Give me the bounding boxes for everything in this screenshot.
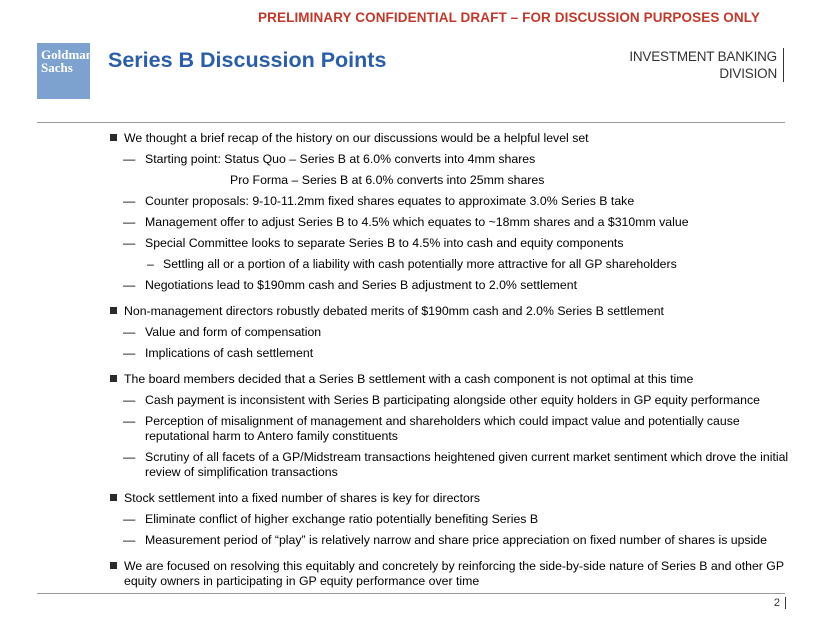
sub-bullet-text: Scrutiny of all facets of a GP/Midstream transactions heightened given current market sentiment which drove the initial review of simplification transactions — [145, 450, 789, 479]
bullet-item — [110, 372, 790, 387]
bullet-text: We are focused on resolving this equitably and concretely by reinforcing the side-by-side nature of Series B and other GP equity owners in participating in GP equity performance over time — [124, 559, 784, 588]
sub-bullet-item — [110, 346, 790, 361]
dash-icon: — — [123, 194, 136, 208]
sub-bullet-item — [110, 325, 790, 340]
dash-icon: — — [123, 512, 136, 526]
sub-bullet-text: Management offer to adjust Series B to 4.5% which equates to ~18mm shares and a $310mm value — [145, 215, 689, 229]
sub-bullet-item — [110, 215, 790, 230]
dash-icon: — — [123, 152, 136, 166]
dash-icon: — — [123, 393, 136, 407]
sub-bullet-text: Eliminate conflict of higher exchange ratio potentially benefiting Series B — [145, 512, 539, 526]
bullet-item — [110, 131, 790, 146]
sub-bullet-item — [110, 393, 790, 408]
bullet-text: Non-management directors robustly debated merits of $190mm cash and 2.0% Series B settlement — [124, 304, 664, 318]
goldman-sachs-logo — [37, 43, 94, 99]
dash-icon: — — [123, 450, 136, 464]
dash-icon: — — [123, 215, 136, 229]
bullet-text: The board members decided that a Series B settlement with a cash component is not optimal at this time — [124, 372, 694, 386]
dash-icon: — — [123, 236, 136, 250]
square-bullet-icon — [110, 375, 117, 382]
dash-icon: – — [147, 257, 154, 271]
page-title: Series B Discussion Points — [108, 48, 387, 72]
sub-sub-bullet-item — [110, 257, 790, 272]
sub-bullet-item — [110, 512, 790, 527]
sub-bullet-text: Perception of misalignment of management and shareholders which could impact value and potentially cause reputational harm to Antero family constituents — [145, 414, 740, 443]
sub-bullet-text: Counter proposals: 9-10-11.2mm fixed shares equates to approximate 3.0% Series B take — [145, 194, 635, 208]
banner-text: PRELIMINARY CONFIDENTIAL DRAFT – FOR DISCUSSION PURPOSES ONLY — [258, 10, 760, 25]
division-line-2: DIVISION — [719, 66, 777, 81]
division-line-1: INVESTMENT BANKING — [629, 49, 777, 64]
dash-icon: — — [123, 325, 136, 339]
bullet-item — [110, 304, 790, 319]
header-divider — [37, 122, 785, 123]
square-bullet-icon — [110, 494, 117, 501]
dash-icon: — — [123, 278, 136, 292]
discussion-points — [110, 131, 790, 595]
bullet-item — [110, 491, 790, 506]
sub-bullet-item — [110, 450, 790, 480]
confidential-banner — [0, 10, 822, 25]
sub-bullet-item — [110, 152, 790, 167]
sub-bullet-text: Special Committee looks to separate Series B to 4.5% into cash and equity components — [145, 236, 624, 250]
sub-bullet-item — [110, 278, 790, 293]
sub-bullet-text: Cash payment is inconsistent with Series B participating alongside other equity holders in GP equity performance — [145, 393, 760, 407]
sub-bullet-item — [110, 533, 790, 548]
bullet-text: Stock settlement into a fixed number of shares is key for directors — [124, 491, 481, 505]
sub-bullet-item — [110, 236, 790, 251]
sub-bullet-text: Value and form of compensation — [145, 325, 322, 339]
dash-icon: — — [123, 414, 136, 428]
sub-bullet-text: Starting point: Status Quo – Series B at 6.0% converts into 4mm shares — [145, 152, 536, 166]
bullet-text: We thought a brief recap of the history on our discussions would be a helpful level set — [124, 131, 589, 145]
sub-bullet-text: Pro Forma – Series B at 6.0% converts into 25mm shares — [230, 173, 545, 187]
page-number: 2 — [774, 597, 786, 609]
footer-divider — [37, 593, 785, 594]
sub-bullet-item — [110, 173, 790, 188]
sub-bullet-text: Measurement period of “play” is relatively narrow and share price appreciation on fixed number of shares is upside — [145, 533, 767, 547]
logo-line-1: Goldman — [41, 47, 94, 62]
dash-icon: — — [123, 346, 136, 360]
division-label — [629, 48, 784, 82]
sub-bullet-text: Implications of cash settlement — [145, 346, 314, 360]
sub-bullet-item — [110, 194, 790, 209]
square-bullet-icon — [110, 307, 117, 314]
sub-bullet-text: Negotiations lead to $190mm cash and Series B adjustment to 2.0% settlement — [145, 278, 578, 292]
logo-line-2: Sachs — [41, 60, 73, 75]
sub-bullet-text: Settling all or a portion of a liability with cash potentially more attractive for all GP shareholders — [163, 257, 677, 271]
square-bullet-icon — [110, 562, 117, 569]
dash-icon: — — [123, 533, 136, 547]
sub-bullet-item — [110, 414, 790, 444]
bullet-item — [110, 559, 790, 589]
square-bullet-icon — [110, 134, 117, 141]
